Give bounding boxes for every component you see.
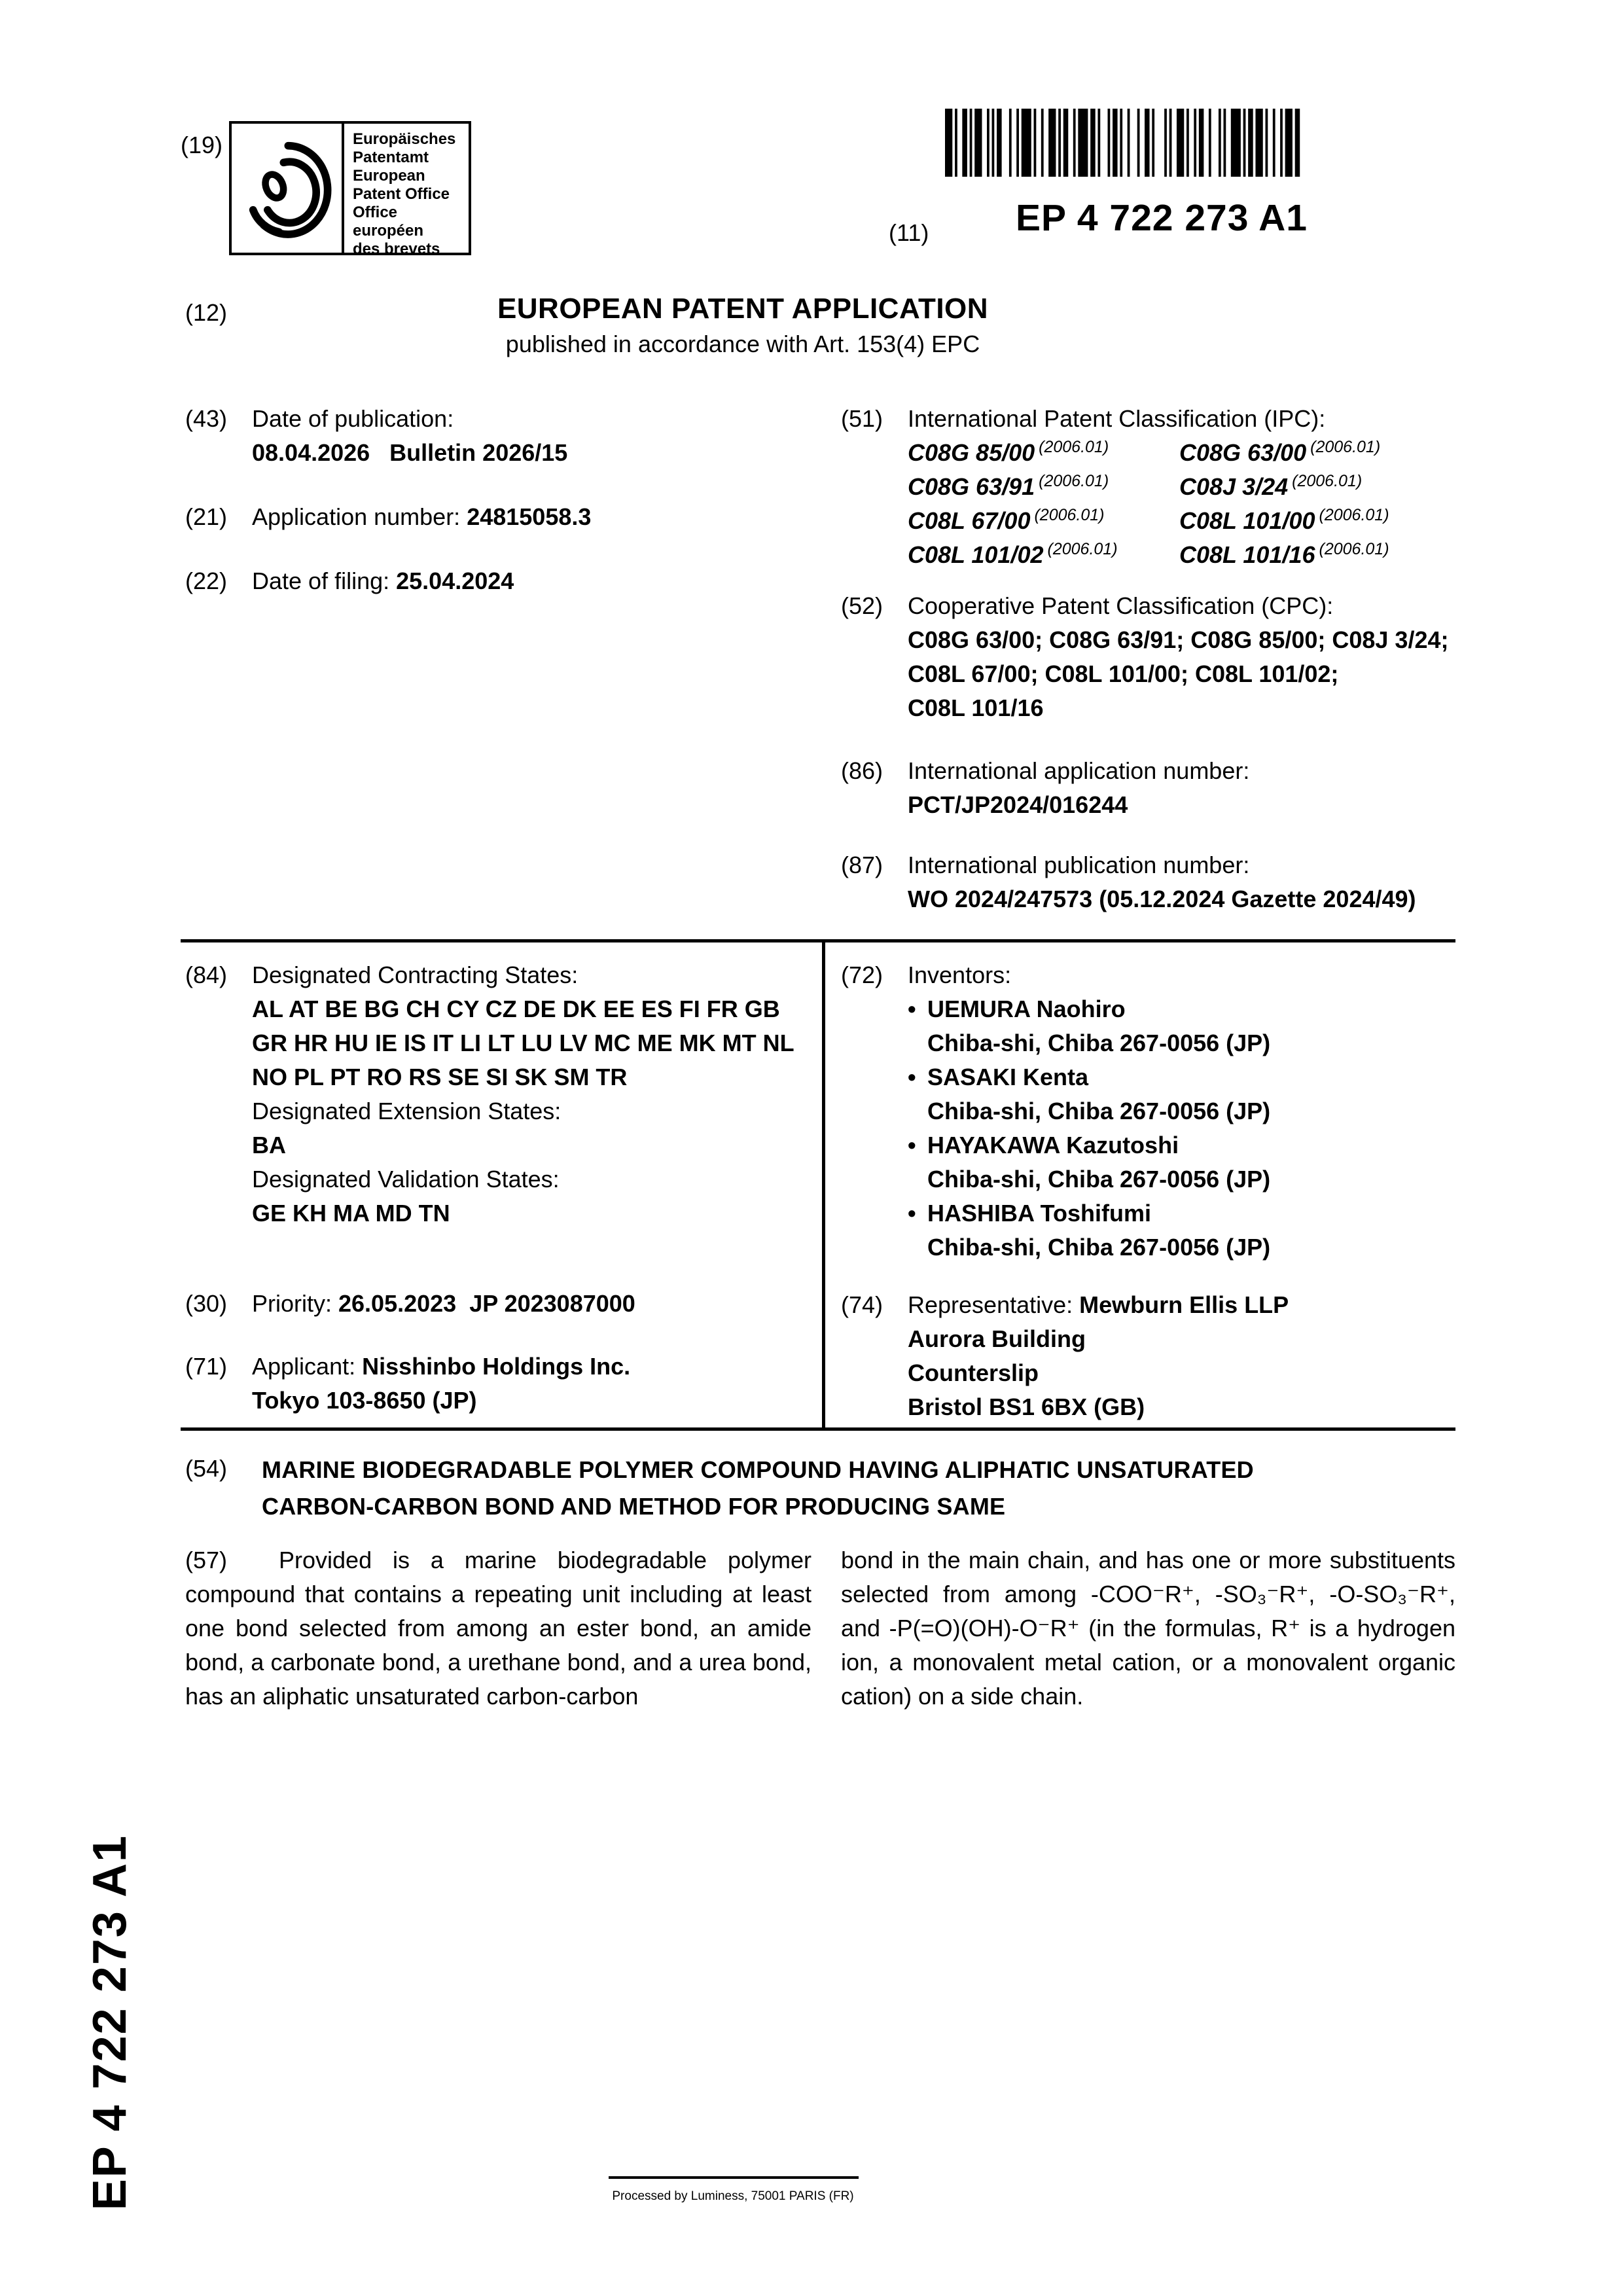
parties-column (841, 958, 1436, 1424)
inid-54: (54) (185, 1455, 228, 1482)
representative-label: Representative: (908, 1291, 1080, 1318)
field-designated-states (185, 958, 797, 1230)
biblio-left-column (185, 402, 807, 598)
field-international-application (841, 754, 1456, 822)
inventor-address: Chiba-shi, Chiba 267-0056 (JP) (927, 1098, 1271, 1124)
invention-title: MARINE BIODEGRADABLE POLYMER COMPOUND HAVING ALIPHATIC UNSATURATED CARBON-CARBON BOND AND METHOD FOR PRODUCING SAME (262, 1456, 1254, 1520)
cpc-lines (908, 623, 1456, 725)
inid-71: (71) (185, 1353, 228, 1380)
ipc-version: (2006.01) (1319, 540, 1389, 558)
inid-11: (11) (889, 219, 929, 246)
ipc-code: C08G 63/00 (1179, 439, 1307, 466)
intl-publication-value: WO 2024/247573 (05.12.2024 Gazette 2024/49) (908, 886, 1416, 912)
field-application-number (185, 500, 807, 534)
inid-72: (72) (841, 961, 883, 988)
validation-states-value: GE KH MA MD TN (252, 1200, 450, 1227)
inid-21: (21) (185, 503, 228, 530)
abstract-text-2: bond in the main chain, and has one or more substituents selected from among -COO⁻R⁺, -SO₃⁻R⁺, -O-SO₃⁻R⁺, and -P(=O)(OH)-O⁻R⁺ (in the formulas, R⁺ is a hydrogen ion, a monovalent metal cation, or a monovalent organic cation) on a side chain. (841, 1547, 1455, 1710)
cpc-label: Cooperative Patent Classification (CPC): (908, 592, 1334, 619)
field-cpc (841, 589, 1456, 725)
extension-states-label: Designated Extension States: (252, 1098, 562, 1124)
field-applicant (185, 1350, 797, 1418)
epo-logo-name: European Patent Office (353, 167, 450, 203)
designations-and-parties-section (181, 939, 1455, 1431)
ipc-version: (2006.01) (1039, 438, 1109, 456)
ipc-code: C08L 101/00 (1179, 507, 1315, 534)
inventor-address: Chiba-shi, Chiba 267-0056 (JP) (927, 1166, 1271, 1193)
document-type: EUROPEAN PATENT APPLICATION (497, 293, 989, 325)
ipc-table (908, 436, 1456, 572)
intl-application-label: International application number: (908, 757, 1250, 784)
inventor-item (908, 1196, 1436, 1265)
cpc-line: C08L 101/16 (908, 694, 1044, 721)
priority-value: 26.05.2023 JP 2023087000 (338, 1290, 635, 1317)
filing-date-label: Date of filing: (252, 567, 397, 594)
epo-logo-name: Office européen des brevets (353, 204, 440, 258)
ipc-version: (2006.01) (1034, 506, 1105, 524)
bullet-icon: • (908, 996, 916, 1022)
bullet-icon: • (908, 1132, 916, 1158)
ipc-code: C08L 101/16 (1179, 541, 1315, 568)
footer-divider (609, 2176, 859, 2179)
ipc-row (908, 470, 1456, 504)
inid-52: (52) (841, 592, 883, 619)
inid-86: (86) (841, 757, 883, 784)
column-divider (822, 942, 825, 1427)
representative-address-line: Counterslip (908, 1359, 1039, 1386)
extension-states-value: BA (252, 1132, 286, 1158)
inventor-address: Chiba-shi, Chiba 267-0056 (JP) (927, 1030, 1271, 1056)
bullet-icon: • (908, 1064, 916, 1090)
representative-name: Mewburn Ellis LLP (1079, 1291, 1289, 1318)
cpc-line: C08G 63/00; C08G 63/91; C08G 85/00; C08J 3/24; (908, 626, 1449, 653)
inventor-name: SASAKI Kenta (927, 1064, 1089, 1090)
ipc-version: (2006.01) (1039, 472, 1109, 490)
priority-label: Priority: (252, 1290, 339, 1317)
field-priority (185, 1287, 797, 1321)
field-publication-date (185, 402, 807, 470)
inventor-item (908, 1128, 1436, 1196)
abstract-text-1: Provided is a marine biodegradable polymer compound that contains a repeating unit including at least one bond selected from among an ester bond, an amide bond, a carbonate bond, a urethane bond, and a urea bond, has an aliphatic unsaturated carbon-carbon (185, 1547, 812, 1710)
publication-date-value: 08.04.2026 Bulletin 2026/15 (252, 439, 568, 466)
cpc-line: C08L 67/00; C08L 101/00; C08L 101/02; (908, 660, 1339, 687)
field-ipc (841, 402, 1456, 572)
bullet-icon: • (908, 1200, 916, 1227)
inid-84: (84) (185, 961, 228, 988)
epo-logo-names (342, 124, 469, 258)
ipc-version: (2006.01) (1047, 540, 1118, 558)
designations-column (185, 958, 797, 1418)
field-international-publication (841, 848, 1456, 916)
abstract-column-2 (841, 1543, 1455, 1713)
ipc-version: (2006.01) (1310, 438, 1381, 456)
ipc-code: C08G 85/00 (908, 439, 1035, 466)
ipc-label: International Patent Classification (IPC): (908, 405, 1326, 432)
inid-19: (19) (181, 132, 223, 158)
ipc-row (908, 436, 1456, 470)
contracting-states-line: NO PL PT RO RS SE SI SK SM TR (252, 1064, 628, 1090)
field-inventors (841, 958, 1436, 1265)
applicant-address: Tokyo 103-8650 (JP) (252, 1387, 477, 1414)
ipc-version: (2006.01) (1319, 506, 1389, 524)
inid-43: (43) (185, 405, 228, 432)
epo-logo (229, 121, 471, 258)
ipc-row (908, 538, 1456, 572)
inid-22: (22) (185, 567, 228, 594)
inid-12: (12) (185, 299, 228, 326)
inventor-address: Chiba-shi, Chiba 267-0056 (JP) (927, 1234, 1271, 1261)
contracting-states-label: Designated Contracting States: (252, 961, 579, 988)
ipc-version: (2006.01) (1292, 472, 1363, 490)
biblio-right-column (841, 402, 1456, 916)
document-subtitle: published in accordance with Art. 153(4) EPC (505, 331, 980, 357)
validation-states-label: Designated Validation States: (252, 1166, 560, 1193)
inventors-label: Inventors: (908, 961, 1012, 988)
document-title-block (0, 292, 1486, 360)
inid-57: (57) (185, 1547, 228, 1573)
publication-date-label: Date of publication: (252, 405, 454, 432)
contracting-states-line: AL AT BE BG CH CY CZ DE DK EE ES FI FR GB (252, 996, 780, 1022)
barcode (945, 109, 1302, 177)
ipc-code: C08G 63/91 (908, 473, 1035, 500)
ipc-row (908, 504, 1456, 538)
inid-51: (51) (841, 405, 883, 432)
application-number-value: 24815058.3 (467, 503, 592, 530)
intl-application-value: PCT/JP2024/016244 (908, 791, 1128, 818)
inid-30: (30) (185, 1290, 228, 1317)
field-filing-date (185, 564, 807, 598)
representative-address-line: Aurora Building (908, 1325, 1086, 1352)
contracting-states-lines (252, 992, 797, 1094)
applicant-name: Nisshinbo Holdings Inc. (362, 1353, 631, 1380)
epo-logo-name: Europäisches Patentamt (353, 130, 456, 166)
ipc-code: C08L 67/00 (908, 507, 1031, 534)
inventor-name: HASHIBA Toshifumi (927, 1200, 1151, 1227)
inventor-item (908, 1060, 1436, 1128)
inventor-item (908, 992, 1436, 1060)
application-number-label: Application number: (252, 503, 467, 530)
ipc-code: C08L 101/02 (908, 541, 1044, 568)
filing-date-value: 25.04.2024 (396, 567, 514, 594)
footer-text: Processed by Luminess, 75001 PARIS (FR) (612, 2189, 854, 2203)
publication-number: EP 4 722 273 A1 (1016, 197, 1308, 239)
field-representative (841, 1288, 1436, 1424)
inventor-name: HAYAKAWA Kazutoshi (927, 1132, 1179, 1158)
intl-publication-label: International publication number: (908, 852, 1250, 878)
inid-74: (74) (841, 1291, 883, 1318)
representative-address (908, 1322, 1436, 1424)
inventors-list (908, 992, 1436, 1265)
epo-logo-spiral-icon (232, 124, 342, 253)
contracting-states-line: GR HR HU IE IS IT LI LT LU LV MC ME MK MT NL (252, 1030, 794, 1056)
ipc-code: C08J 3/24 (1179, 473, 1289, 500)
applicant-label: Applicant: (252, 1353, 363, 1380)
abstract-column-1 (185, 1543, 812, 1713)
sidebar-publication-number: EP 4 722 273 A1 (84, 1834, 136, 2211)
representative-address-line: Bristol BS1 6BX (GB) (908, 1393, 1145, 1420)
field-invention-title (185, 1452, 1357, 1525)
inventor-name: UEMURA Naohiro (927, 996, 1126, 1022)
inid-87: (87) (841, 852, 883, 878)
